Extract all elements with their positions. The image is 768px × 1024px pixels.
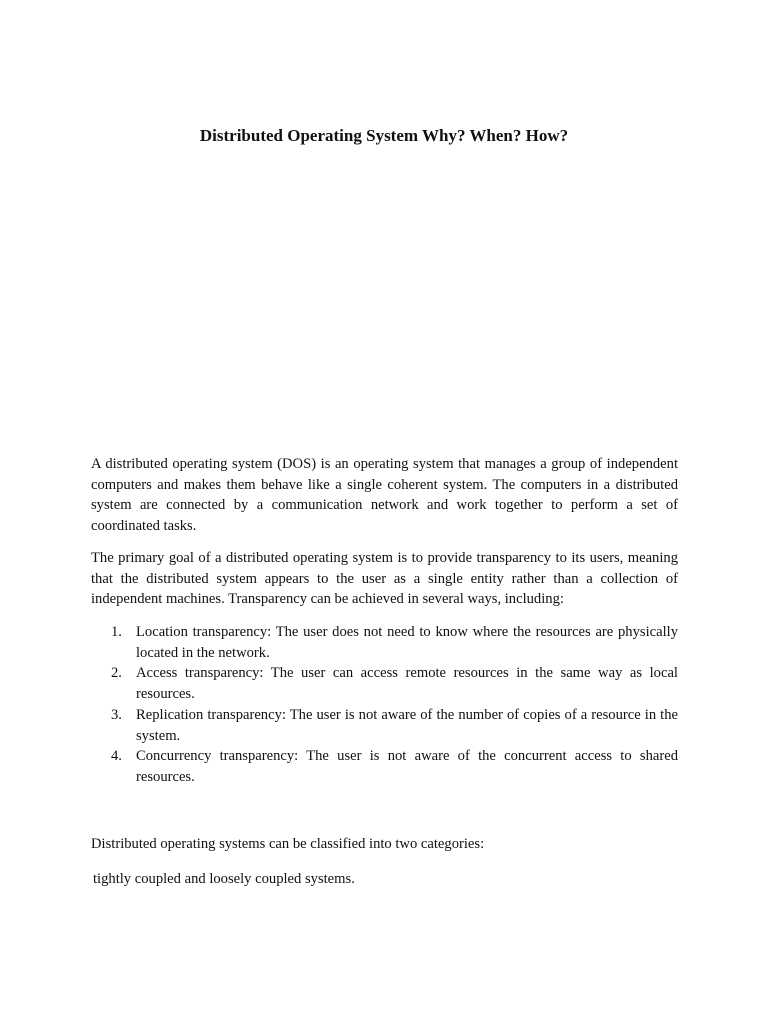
intro-paragraph: A distributed operating system (DOS) is an operating system that manages a group of independent computers and makes them behave like a single coherent system. The computers in a distributed system are connected by a communication network and work together to perform a set of coordinated tasks. (91, 456, 678, 535)
transparency-paragraph: The primary goal of a distributed operating system is to provide transparency to its users, meaning that the distributed system appears to the user as a single entity rather than a collection of independent machines. Transparency can be achieved in several ways, including: (91, 550, 678, 608)
list-number: 2. (111, 665, 122, 682)
list-text: Access transparency: The user can access remote resources in the same way as local resources. (136, 665, 678, 703)
list-number: 4. (111, 748, 122, 765)
list-text: Replication transparency: The user is not aware of the number of copies of a resource in the system. (136, 706, 678, 744)
transparency-list (91, 622, 678, 788)
list-number: 1. (111, 624, 122, 640)
document-title: Distributed Operating System Why? When? How? (199, 126, 569, 145)
list-item (91, 746, 678, 787)
list-item (91, 705, 678, 746)
list-number: 3. (111, 706, 122, 723)
list-item (91, 663, 678, 704)
list-text: Concurrency transparency: The user is not aware of the concurrent access to shared resources. (136, 748, 678, 785)
classification-paragraph: Distributed operating systems can be classified into two categories: (91, 836, 485, 852)
categories-paragraph: tightly coupled and loosely coupled systems. (93, 871, 355, 887)
list-text: Location transparency: The user does not need to know where the resources are physically located in the network. (136, 624, 678, 661)
list-item (91, 622, 678, 663)
